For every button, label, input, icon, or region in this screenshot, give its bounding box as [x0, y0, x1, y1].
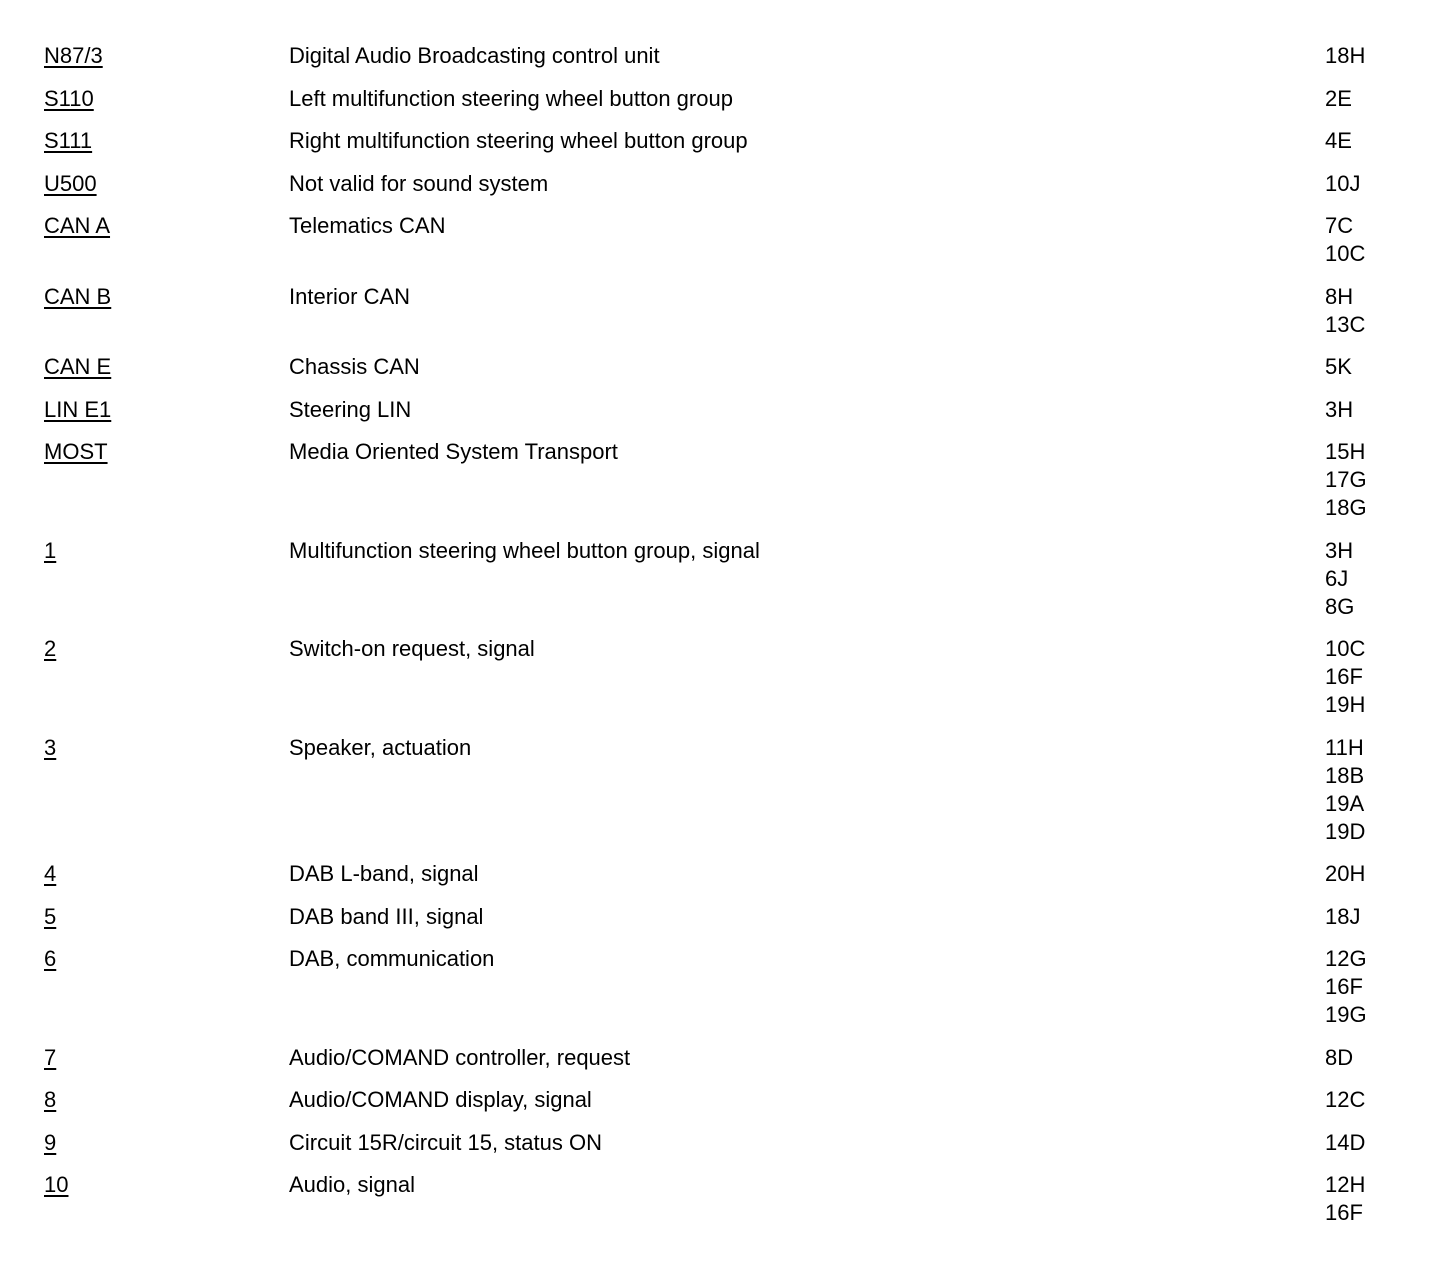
- legend-row: [0, 1171, 1440, 1227]
- component-description: Not valid for sound system: [289, 170, 549, 196]
- grid-reference-list: [1325, 170, 1360, 198]
- legend-row: [0, 353, 1440, 381]
- component-description: DAB L-band, signal: [289, 861, 479, 886]
- component-code-link[interactable]: N87/3: [44, 43, 103, 68]
- grid-reference: 17G: [1325, 467, 1367, 492]
- grid-reference: 8G: [1325, 593, 1355, 619]
- grid-reference-list: [1325, 283, 1365, 339]
- legend-row: [0, 1044, 1440, 1072]
- legend-row: [0, 283, 1440, 339]
- grid-reference: 18B: [1325, 762, 1365, 788]
- grid-reference: 16F: [1325, 1200, 1363, 1225]
- grid-reference-list: [1325, 1044, 1353, 1072]
- legend-row: [0, 212, 1440, 268]
- grid-reference: 16F: [1325, 974, 1363, 999]
- component-description: Multifunction steering wheel button group, signal: [289, 537, 760, 563]
- component-code-link[interactable]: 5: [44, 903, 57, 929]
- component-code-link[interactable]: MOST: [44, 439, 108, 464]
- legend-row: [0, 170, 1440, 198]
- grid-reference: 18J: [1325, 903, 1361, 929]
- component-description: Interior CAN: [289, 283, 411, 309]
- grid-reference: 10J: [1325, 170, 1361, 196]
- grid-reference: 7C: [1325, 213, 1354, 238]
- grid-reference-list: [1325, 635, 1365, 719]
- component-description: Media Oriented System Transport: [289, 439, 618, 464]
- grid-reference-list: [1325, 1086, 1365, 1114]
- legend-row: [0, 1086, 1440, 1114]
- grid-reference-list: [1325, 537, 1354, 621]
- component-description: Right multifunction steering wheel button group: [289, 128, 748, 153]
- component-code-link[interactable]: 8: [44, 1087, 57, 1112]
- legend-row: [0, 438, 1440, 522]
- component-code-link[interactable]: CAN B: [44, 283, 112, 309]
- component-code-link[interactable]: 9: [44, 1129, 57, 1155]
- grid-reference: 20H: [1325, 861, 1366, 886]
- component-code-link[interactable]: 3: [44, 734, 57, 760]
- grid-reference-list: [1325, 438, 1367, 522]
- grid-reference: 3H: [1325, 396, 1354, 422]
- component-code-link[interactable]: U500: [44, 170, 97, 196]
- legend-row: [0, 537, 1440, 621]
- component-code-link[interactable]: S110: [44, 85, 94, 111]
- legend-row: [0, 85, 1440, 113]
- component-code-link[interactable]: CAN A: [44, 213, 111, 238]
- grid-reference: 3H: [1325, 537, 1354, 563]
- component-description: Circuit 15R/circuit 15, status ON: [289, 1129, 602, 1155]
- component-code-link[interactable]: 10: [44, 1172, 69, 1197]
- grid-reference: 8H: [1325, 283, 1354, 309]
- grid-reference: 14D: [1325, 1129, 1366, 1155]
- grid-reference-list: [1325, 85, 1352, 113]
- component-description: Audio/COMAND display, signal: [289, 1087, 592, 1112]
- grid-reference: 16F: [1325, 664, 1363, 689]
- legend-row: [0, 42, 1440, 70]
- grid-reference: 4E: [1325, 128, 1352, 153]
- component-description: Switch-on request, signal: [289, 636, 535, 661]
- component-description: Digital Audio Broadcasting control unit: [289, 43, 660, 68]
- component-code-link[interactable]: 2: [44, 636, 57, 661]
- grid-reference: 19A: [1325, 790, 1365, 816]
- grid-reference-list: [1325, 127, 1352, 155]
- grid-reference: 12H: [1325, 1172, 1366, 1197]
- grid-reference: 19G: [1325, 1002, 1367, 1027]
- grid-reference: 11H: [1325, 734, 1364, 760]
- grid-reference: 19D: [1325, 818, 1366, 844]
- grid-reference: 18H: [1325, 43, 1366, 68]
- component-description: DAB, communication: [289, 946, 495, 971]
- component-code-link[interactable]: 4: [44, 861, 57, 886]
- component-description: Audio/COMAND controller, request: [289, 1044, 631, 1070]
- grid-reference: 19H: [1325, 692, 1366, 717]
- grid-reference-list: [1325, 1129, 1365, 1157]
- grid-reference: 6J: [1325, 565, 1349, 591]
- legend-row: [0, 127, 1440, 155]
- grid-reference-list: [1325, 903, 1360, 931]
- component-code-link[interactable]: CAN E: [44, 354, 112, 379]
- grid-reference: 13C: [1325, 311, 1366, 337]
- component-code-link[interactable]: 1: [44, 537, 57, 563]
- grid-reference-list: [1325, 396, 1353, 424]
- grid-reference-list: [1325, 212, 1365, 268]
- component-code-link[interactable]: S111: [44, 128, 93, 153]
- grid-reference-list: [1325, 860, 1365, 888]
- grid-reference: 18G: [1325, 495, 1367, 520]
- component-description: Left multifunction steering wheel button group: [289, 85, 733, 111]
- component-description: Audio, signal: [289, 1172, 415, 1197]
- legend-row: [0, 1129, 1440, 1157]
- grid-reference-list: [1325, 734, 1365, 846]
- grid-reference-list: [1325, 42, 1365, 70]
- grid-reference: 15H: [1325, 439, 1366, 464]
- component-description: Steering LIN: [289, 396, 412, 422]
- component-code-link[interactable]: LIN E1: [44, 396, 112, 422]
- grid-reference: 12C: [1325, 1087, 1366, 1112]
- grid-reference-list: [1325, 945, 1367, 1029]
- component-description: DAB band III, signal: [289, 903, 484, 929]
- grid-reference-list: [1325, 1171, 1365, 1227]
- component-code-link[interactable]: 6: [44, 946, 57, 971]
- legend-row: [0, 945, 1440, 1029]
- grid-reference: 2E: [1325, 85, 1352, 111]
- component-description: Telematics CAN: [289, 213, 446, 238]
- grid-reference: 12G: [1325, 946, 1367, 971]
- legend-row: [0, 903, 1440, 931]
- grid-reference: 5K: [1325, 354, 1352, 379]
- legend-row: [0, 396, 1440, 424]
- component-description: Chassis CAN: [289, 354, 420, 379]
- legend-row: [0, 860, 1440, 888]
- component-description: Speaker, actuation: [289, 734, 472, 760]
- legend-row: [0, 734, 1440, 846]
- grid-reference: 8D: [1325, 1044, 1354, 1070]
- grid-reference-list: [1325, 353, 1352, 381]
- grid-reference: 10C: [1325, 636, 1366, 661]
- legend-row: [0, 635, 1440, 719]
- component-code-link[interactable]: 7: [44, 1044, 57, 1070]
- grid-reference: 10C: [1325, 241, 1366, 266]
